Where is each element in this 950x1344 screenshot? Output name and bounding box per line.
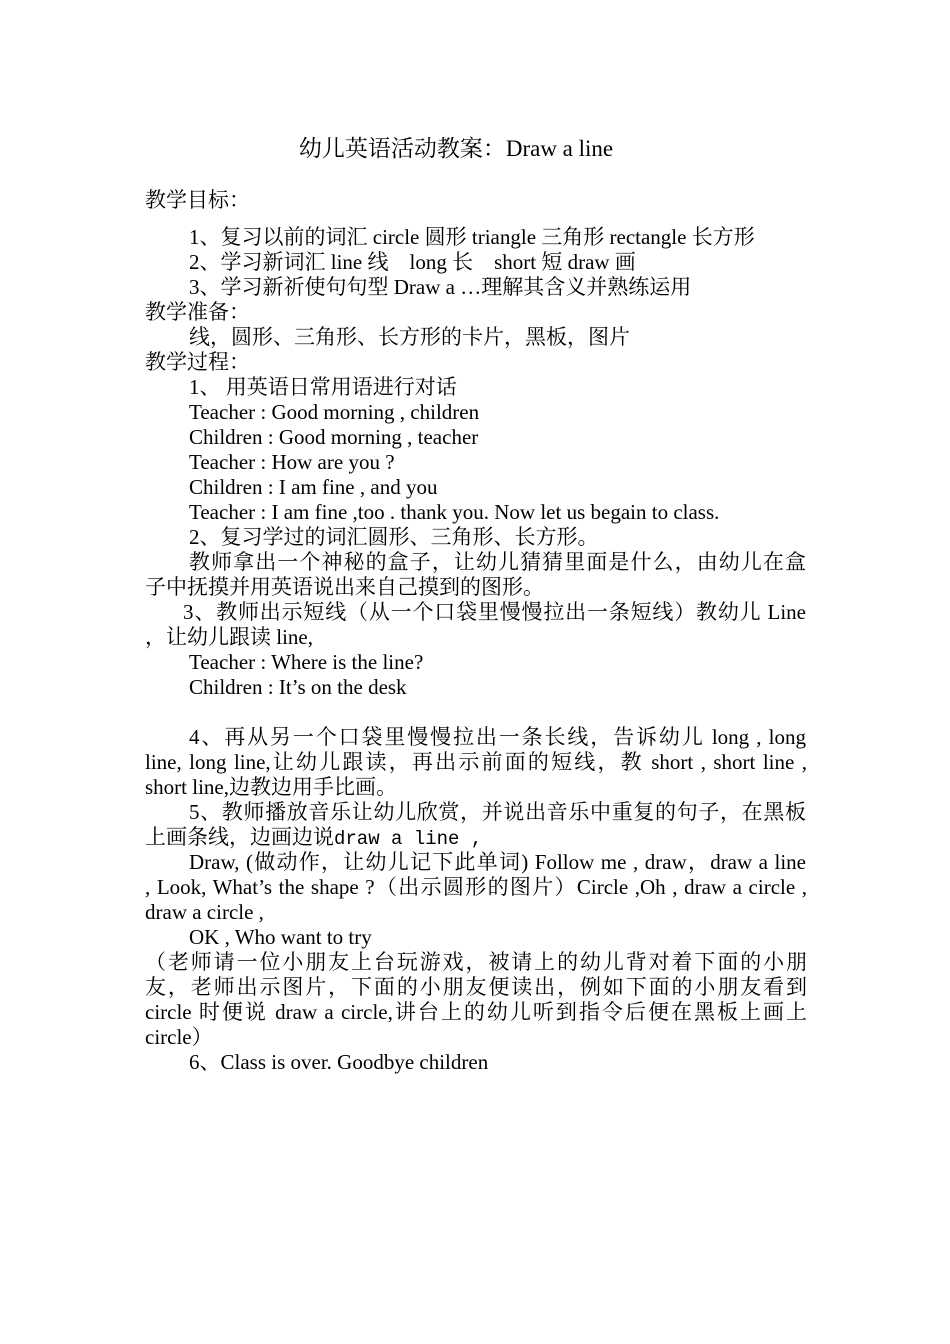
game-line-1: （老师请一位小朋友上台玩游戏，被请上的幼儿背对着下面的小朋 <box>145 950 807 974</box>
step-2-body-line-2: 子中抚摸并用英语说出来自己摸到的图形。 <box>145 575 544 599</box>
step-5-line-2-text: 上画条线，边画边说 <box>145 825 334 849</box>
step-5-line-3: Draw, (做动作，让幼儿记下此单词) Follow me , draw，draw a line <box>189 850 806 874</box>
step-5-line-2 <box>145 825 482 852</box>
dialogue-2-line-2: Children : It’s on the desk <box>189 675 407 699</box>
dialogue-1-line-5: Teacher : I am fine ,too . thank you. Now let us begain to class. <box>189 500 720 524</box>
dialogue-1-line-1: Teacher : Good morning , children <box>189 400 480 424</box>
step-3-line-2: ，让幼儿跟读 line, <box>145 625 313 649</box>
preparation-text: 线，圆形、三角形、长方形的卡片，黑板，图片 <box>189 325 630 349</box>
step-1-title: 1、 用英语日常用语进行对话 <box>189 375 457 399</box>
game-line-3: circle 时便说 draw a circle,讲台上的幼儿听到指令后便在黑板上画上 <box>145 1000 807 1024</box>
objectives-heading: 教学目标： <box>145 188 250 212</box>
step-4-line-1: 4、再从另一个口袋里慢慢拉出一条长线，告诉幼儿 long , long <box>189 725 806 749</box>
step-5-line-2-code: draw a line , <box>334 828 483 850</box>
step-6: 6、Class is over. Goodbye children <box>189 1050 489 1074</box>
objective-item-1: 1、复习以前的词汇 circle 圆形 triangle 三角形 rectangle 长方形 <box>189 225 755 249</box>
step-4-line-3: short line,边教边用手比画。 <box>145 775 397 799</box>
objective-item-3: 3、学习新祈使句句型 Draw a …理解其含义并熟练运用 <box>189 275 692 299</box>
step-2-title: 2、复习学过的词汇圆形、三角形、长方形。 <box>189 525 599 549</box>
step-3-line-1: 3、教师出示短线（从一个口袋里慢慢拉出一条短线）教幼儿 Line <box>183 600 806 624</box>
dialogue-1-line-4: Children : I am fine , and you <box>189 475 438 499</box>
game-line-2: 友，老师出示图片，下面的小朋友便读出，例如下面的小朋友看到 <box>145 975 807 999</box>
dialogue-1-line-3: Teacher : How are you ? <box>189 450 395 474</box>
document-title: 幼儿英语活动教案：Draw a line <box>298 136 614 161</box>
dialogue-2-line-1: Teacher : Where is the line? <box>189 650 424 674</box>
game-line-4: circle） <box>145 1025 213 1049</box>
step-5-line-5: draw a circle , <box>145 900 264 924</box>
dialogue-1-line-2: Children : Good morning , teacher <box>189 425 479 449</box>
step-2-body-line-1: 教师拿出一个神秘的盒子，让幼儿猜猜里面是什么，由幼儿在盒 <box>189 550 806 574</box>
process-heading: 教学过程： <box>145 350 250 374</box>
step-5-line-6: OK , Who want to try <box>189 925 372 949</box>
step-5-line-1: 5、教师播放音乐让幼儿欣赏，并说出音乐中重复的句子，在黑板 <box>189 800 806 824</box>
step-5-line-4: , Look, What’s the shape ?（出示圆形的图片）Circle ,Oh , draw a circle , <box>145 875 807 899</box>
preparation-heading: 教学准备： <box>145 300 250 324</box>
objective-item-2: 2、学习新词汇 line 线 long 长 short 短 draw 画 <box>189 250 636 274</box>
step-4-line-2: line, long line,让幼儿跟读，再出示前面的短线，教 short , short line , <box>145 750 807 774</box>
